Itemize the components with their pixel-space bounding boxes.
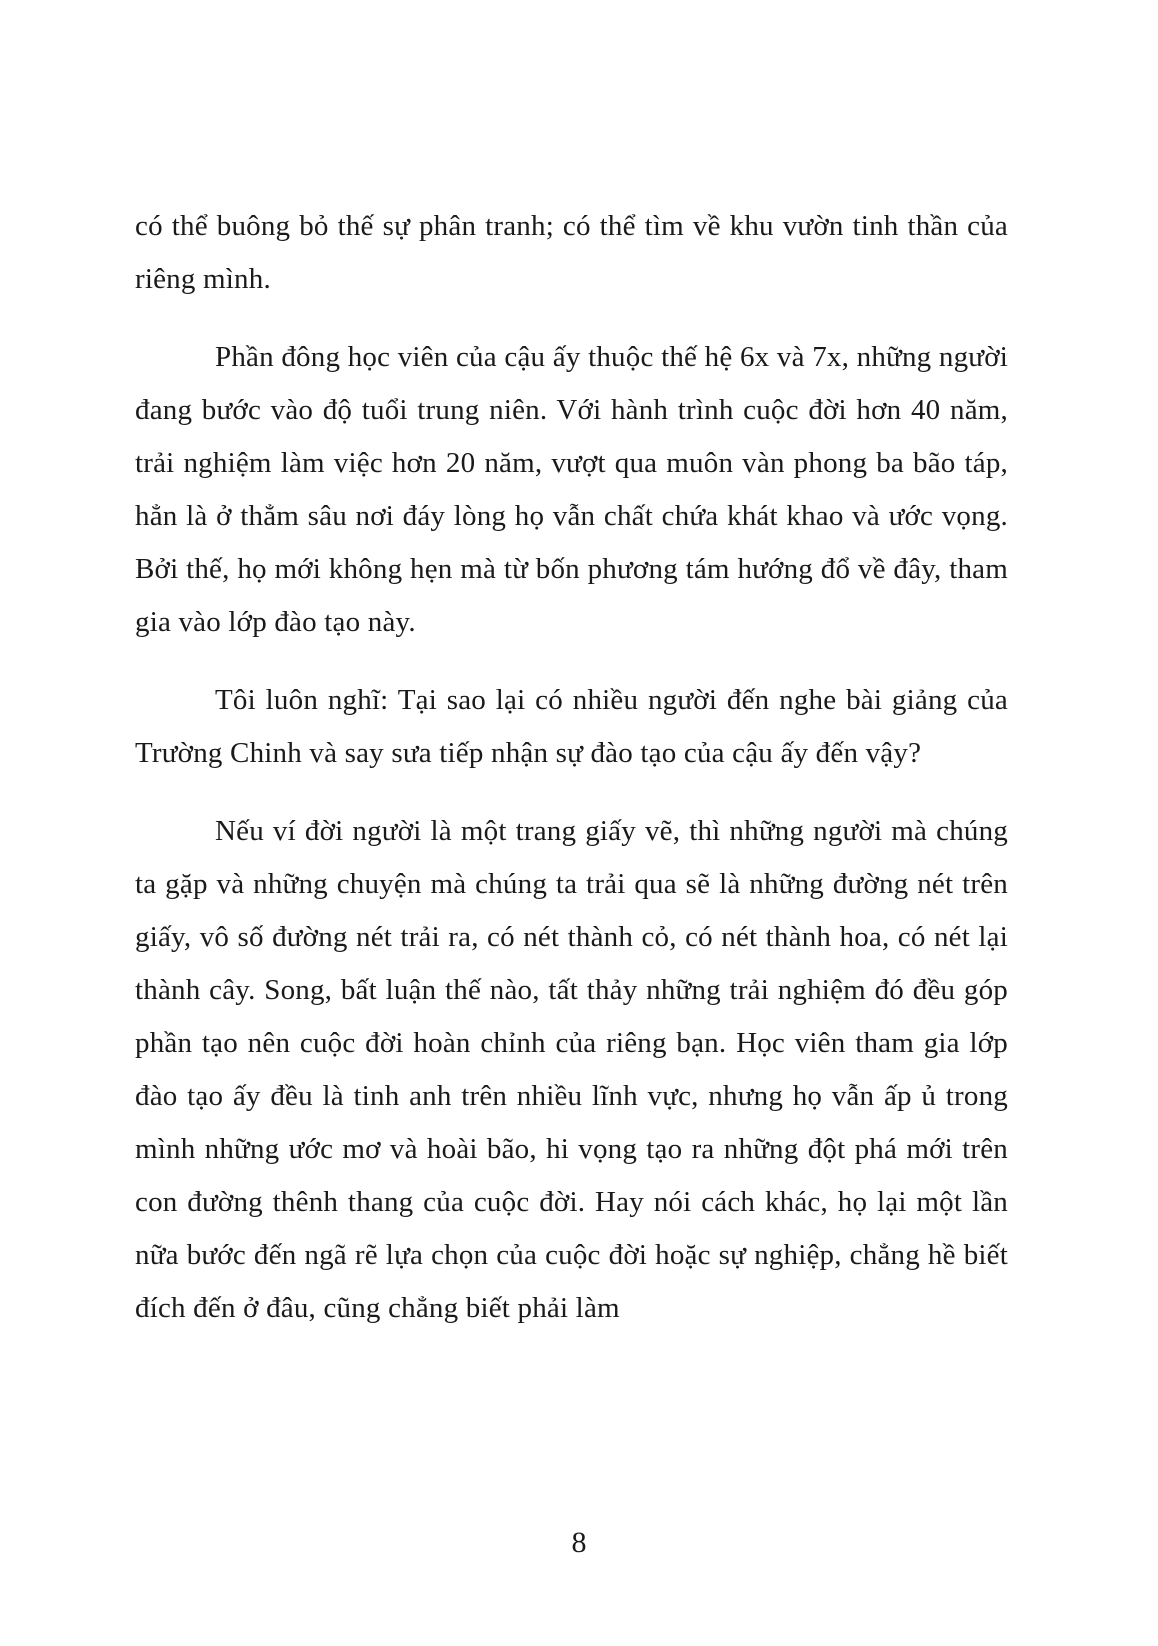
paragraph-1: có thể buông bỏ thế sự phân tranh; có thể tìm về khu vườn tinh thần của riêng mình. [135,210,1008,295]
page-text [135,200,1008,1335]
page-number: 8 [571,1526,587,1559]
paragraph-2: Phần đông học viên của cậu ấy thuộc thế hệ 6x và 7x, những người đang bước vào độ tuổi trung niên. Với hành trình cuộc đời hơn 40 năm, trải nghiệm làm việc hơn 20 năm, vượt qua muôn vàn phong ba bão táp, hẳn là ở thẳm sâu nơi đáy lòng họ vẫn chất chứa khát khao và ước vọng. Bởi thế, họ mới không hẹn mà từ bốn phương tám hướng đổ về đây, tham gia vào lớp đào tạo này. [135,341,1008,638]
paragraph-4: Nếu ví đời người là một trang giấy vẽ, thì những người mà chúng ta gặp và những chuyện mà chúng ta trải qua sẽ là những đường nét trên giấy, vô số đường nét trải ra, có nét thành cỏ, có nét thành hoa, có nét lại thành cây. Song, bất luận thế nào, tất thảy những trải nghiệm đó đều góp phần tạo nên cuộc đời hoàn chỉnh của riêng bạn. Học viên tham gia lớp đào tạo ấy đều là tinh anh trên nhiều lĩnh vực, nhưng họ vẫn ấp ủ trong mình những ước mơ và hoài bão, hi vọng tạo ra những đột phá mới trên con đường thênh thang của cuộc đời. Hay nói cách khác, họ lại một lần nữa bước đến ngã rẽ lựa chọn của cuộc đời hoặc sự nghiệp, chẳng hề biết đích đến ở đâu, cũng chẳng biết phải làm [135,815,1008,1324]
paragraph-3: Tôi luôn nghĩ: Tại sao lại có nhiều người đến nghe bài giảng của Trường Chinh và say sưa tiếp nhận sự đào tạo của cậu ấy đến vậy? [135,684,1008,769]
